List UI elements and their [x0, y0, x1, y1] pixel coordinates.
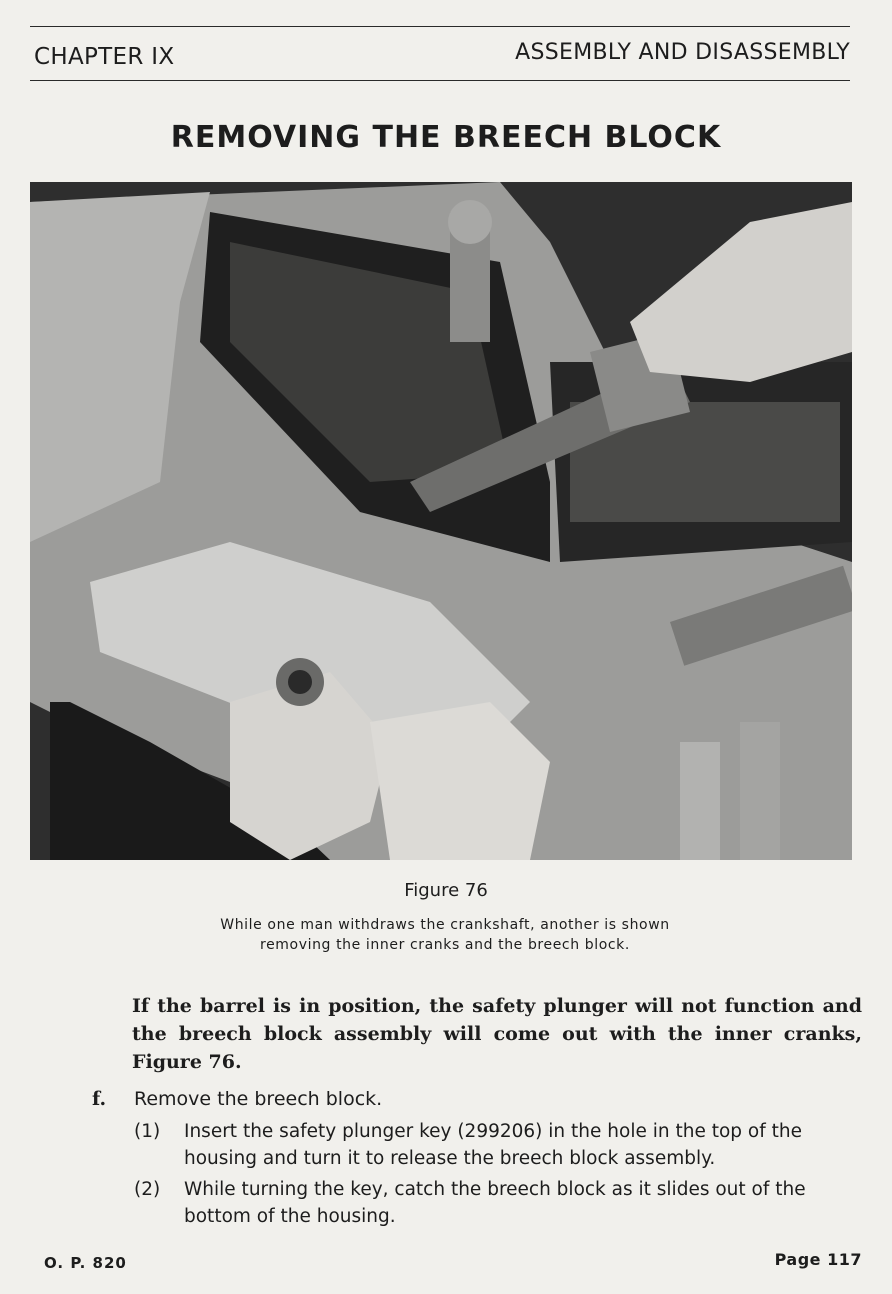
figure-caption: While one man withdraws the crankshaft, another is shown removing the inner cranks and the breech block.: [220, 917, 670, 953]
figure-label: Figure 76: [404, 880, 488, 901]
header-rule-top: [30, 26, 850, 27]
page-title: REMOVING THE BREECH BLOCK: [170, 120, 722, 155]
step-letter: f.: [92, 1088, 107, 1110]
substep-1: [134, 1118, 864, 1172]
substep-text: While turning the key, catch the breech block as it slides out of the bottom of the housing.: [184, 1179, 806, 1227]
step-text: Remove the breech block.: [134, 1088, 383, 1110]
bold-note: If the barrel is in position, the safety plunger will not function and the breech block assembly will come out with the inner cranks, Figure 76.: [132, 995, 862, 1073]
publication-number: O. P. 820: [44, 1254, 127, 1272]
section-heading: ASSEMBLY AND DISASSEMBLY: [515, 40, 850, 65]
figure-photo: [30, 182, 852, 860]
substep-number: (1): [134, 1121, 161, 1142]
substep-number: (2): [134, 1179, 161, 1200]
breech-block-photo: [30, 182, 852, 860]
chapter-heading: CHAPTER IX: [34, 44, 175, 70]
substep-text: Insert the safety plunger key (299206) in the hole in the top of the housing and turn it to release the breech block assembly.: [184, 1121, 802, 1169]
substep-2: [134, 1176, 864, 1230]
header-rule-bottom: [30, 80, 850, 81]
page-number: Page 117: [774, 1250, 862, 1269]
